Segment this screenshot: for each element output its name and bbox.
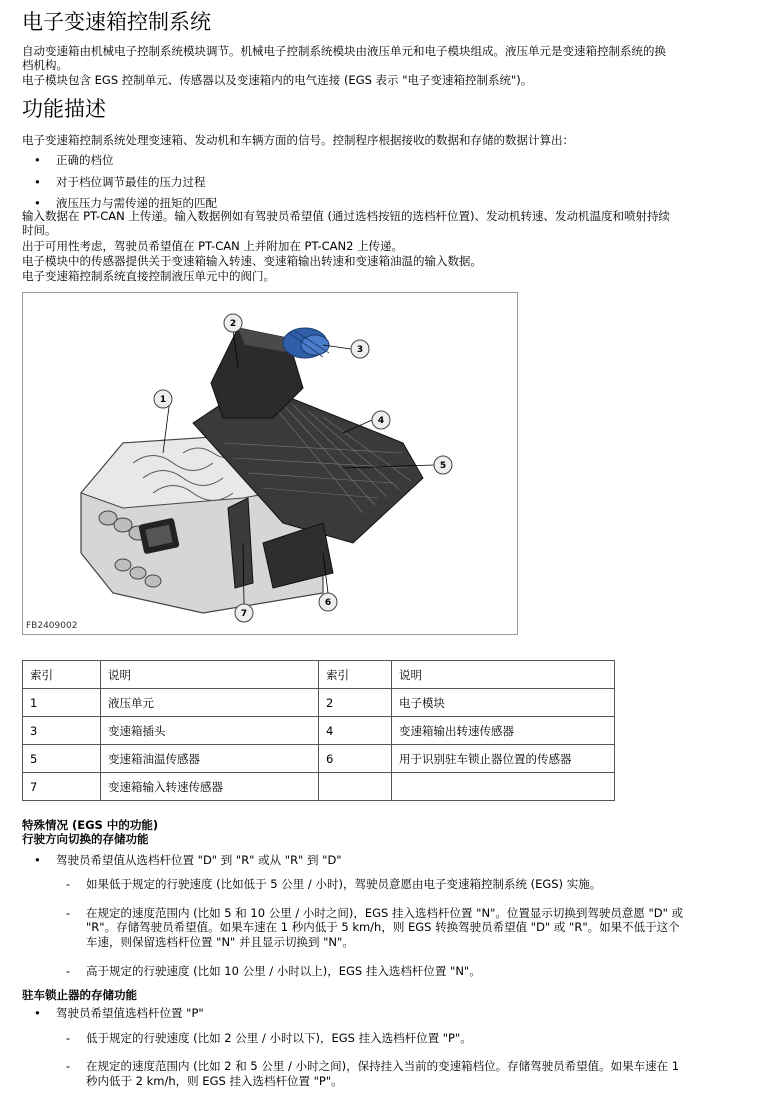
special-dash-3: 高于规定的行驶速度 (比如 10 公里 / 小时以上)，EGS 挂入选档杆位置 "N"。 bbox=[86, 964, 481, 978]
special-dash-4: 低于规定的行驶速度 (比如 2 公里 / 小时以下)，EGS 挂入选档杆位置 "P"。 bbox=[86, 1031, 472, 1045]
table-cell: 液压单元 bbox=[101, 689, 319, 717]
table-cell: 7 bbox=[23, 773, 101, 801]
callout-6-text: 6 bbox=[324, 598, 332, 608]
callout-2-text: 2 bbox=[229, 319, 237, 329]
desc-p1a: 输入数据在 PT-CAN 上传递。输入数据例如有驾驶员希望值 (通过选档按钮的选档杆位置)、发动机转速、发动机温度和喷射持续 bbox=[22, 209, 670, 223]
special-bullet-1: 驾驶员希望值从选档杆位置 "D" 到 "R" 或从 "R" 到 "D" bbox=[56, 853, 342, 867]
table-header: 索引 bbox=[319, 661, 392, 689]
special-dash-2b: "R"。存储驾驶员希望值。如果车速在 1 秒内低于 5 km/h，则 EGS 转换驾驶员希望值 "D" 或 "R"。如果不低于这个 bbox=[86, 920, 680, 934]
bullet-marker: • bbox=[34, 153, 41, 167]
intro-line-3: 电子模块包含 EGS 控制单元、传感器以及变速箱内的电气连接 (EGS 表示 "电子变速箱控制系统")。 bbox=[22, 73, 533, 87]
table-cell: 5 bbox=[23, 745, 101, 773]
table-header: 说明 bbox=[101, 661, 319, 689]
special-sub1: 行驶方向切换的存储功能 bbox=[22, 832, 149, 846]
callout-1-text: 1 bbox=[159, 395, 167, 405]
special-dash-2a: 在规定的速度范围内 (比如 5 和 10 公里 / 小时之间)，EGS 挂入选档杆位置 "N"。位置显示切换到驾驶员意愿 "D" 或 bbox=[86, 906, 684, 920]
figure-id: FB2409002 bbox=[26, 621, 78, 631]
callout-4 bbox=[372, 411, 390, 429]
table-header: 索引 bbox=[23, 661, 101, 689]
legend-table bbox=[22, 660, 615, 801]
table-row bbox=[23, 717, 615, 745]
table-cell: 4 bbox=[319, 717, 392, 745]
desc-p4: 电子变速箱控制系统直接控制液压单元中的阀门。 bbox=[22, 269, 275, 283]
dash-marker: - bbox=[66, 964, 71, 978]
callout-7-text: 7 bbox=[240, 609, 248, 619]
table-cell: 变速箱油温传感器 bbox=[101, 745, 319, 773]
table-cell: 3 bbox=[23, 717, 101, 745]
callout-3-text: 3 bbox=[356, 345, 364, 355]
table-header: 说明 bbox=[392, 661, 615, 689]
bullet-marker: • bbox=[34, 1006, 41, 1020]
table-cell: 电子模块 bbox=[392, 689, 615, 717]
table-cell: 变速箱输入转速传感器 bbox=[101, 773, 319, 801]
desc-p1b: 时间。 bbox=[22, 223, 57, 237]
desc-bullet-3: 液压压力与需传递的扭矩的匹配 bbox=[56, 196, 217, 210]
table-row bbox=[23, 689, 615, 717]
callout-7 bbox=[235, 604, 253, 622]
special-dash-2c: 车速，则保留选档杆位置 "N" 并且显示切换到 "N"。 bbox=[86, 935, 354, 949]
desc-lead: 电子变速箱控制系统处理变速箱、发动机和车辆方面的信号。控制程序根据接收的数据和存储的数据计算出： bbox=[22, 133, 574, 147]
table-cell: 用于识别驻车锁止器位置的传感器 bbox=[392, 745, 615, 773]
callout-6 bbox=[319, 593, 337, 611]
callout-4-text: 4 bbox=[377, 416, 385, 426]
dash-marker: - bbox=[66, 906, 71, 920]
callout-5 bbox=[434, 456, 452, 474]
table-cell: 变速箱插头 bbox=[101, 717, 319, 745]
table-header-row bbox=[23, 661, 615, 689]
table-cell: 1 bbox=[23, 689, 101, 717]
special-dash-5a: 在规定的速度范围内 (比如 2 和 5 公里 / 小时之间)，保持挂入当前的变速箱档位。存储驾驶员希望值。如果车速在 1 bbox=[86, 1059, 680, 1073]
mechatronic-illustration bbox=[23, 293, 517, 634]
special-dash-5b: 秒内低于 2 km/h，则 EGS 挂入选档杆位置 "P"。 bbox=[86, 1074, 343, 1088]
intro-line-2: 档机构。 bbox=[22, 58, 68, 72]
bullet-marker: • bbox=[34, 853, 41, 867]
callout-3 bbox=[351, 340, 369, 358]
callout-5-text: 5 bbox=[439, 461, 447, 471]
desc-p3: 电子模块中的传感器提供关于变速箱输入转速、变速箱输出转速和变速箱油温的输入数据。 bbox=[22, 254, 482, 268]
special-heading: 特殊情况 (EGS 中的功能) bbox=[22, 818, 159, 832]
special-sub2: 驻车锁止器的存储功能 bbox=[22, 988, 137, 1002]
table-cell: 变速箱输出转速传感器 bbox=[392, 717, 615, 745]
table-cell: 2 bbox=[319, 689, 392, 717]
desc-p2: 出于可用性考虑，驾驶员希望值在 PT-CAN 上并附加在 PT-CAN2 上传递。 bbox=[22, 239, 404, 253]
table-row bbox=[23, 773, 615, 801]
desc-bullet-1: 正确的档位 bbox=[56, 153, 114, 167]
bullet-marker: • bbox=[34, 175, 41, 189]
page-title: 电子变速箱控制系统 bbox=[22, 10, 211, 34]
dash-marker: - bbox=[66, 877, 71, 891]
callout-2 bbox=[224, 314, 242, 332]
callout-1 bbox=[154, 390, 172, 408]
special-bullet-2: 驾驶员希望值选档杆位置 "P" bbox=[56, 1006, 204, 1020]
section-title: 功能描述 bbox=[22, 97, 106, 121]
bullet-marker: • bbox=[34, 196, 41, 210]
mechatronic-module-figure bbox=[22, 292, 518, 635]
special-dash-1: 如果低于规定的行驶速度 (比如低于 5 公里 / 小时)，驾驶员意愿由电子变速箱控制系统 (EGS) 实施。 bbox=[86, 877, 602, 891]
table-cell bbox=[319, 773, 392, 801]
table-row bbox=[23, 745, 615, 773]
table-cell: 6 bbox=[319, 745, 392, 773]
intro-line-1: 自动变速箱由机械电子控制系统模块调节。机械电子控制系统模块由液压单元和电子模块组成。液压单元是变速箱控制系统的换 bbox=[22, 44, 666, 58]
desc-bullet-2: 对于档位调节最佳的压力过程 bbox=[56, 175, 206, 189]
dash-marker: - bbox=[66, 1031, 71, 1045]
table-cell bbox=[392, 773, 615, 801]
dash-marker: - bbox=[66, 1059, 71, 1073]
